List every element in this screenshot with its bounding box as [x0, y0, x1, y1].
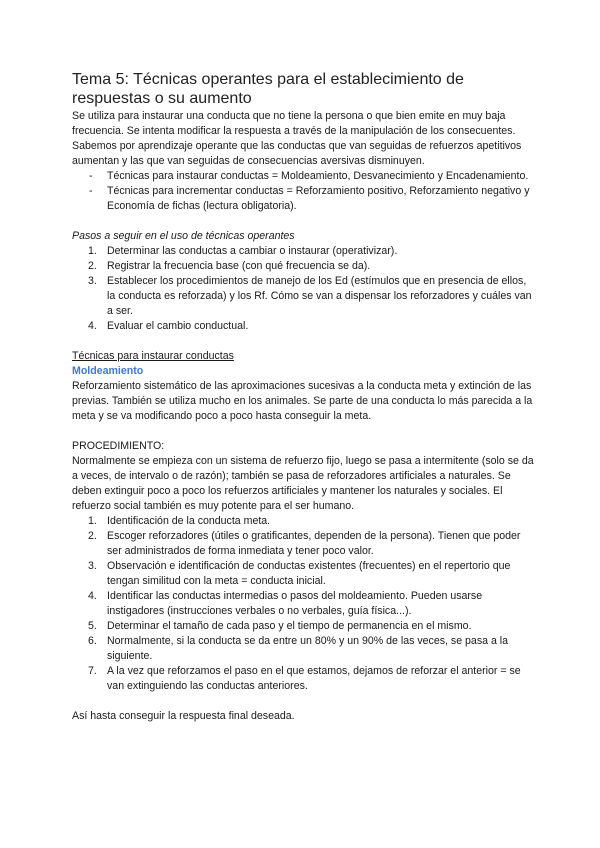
procedimiento-heading: PROCEDIMIENTO:: [72, 440, 165, 452]
intro-paragraph: Se utiliza para instaurar una conducta que no tiene la persona o que bien emite en muy baja frecuencia. Se intenta modificar la respuesta a través de la manipulación de los consecuentes. Sabemos por aprendizaje operante que las conductas que van seguidas de refuerzos apetitivos aumentan y las que van seguidas de consecuencias aversivas disminuyen.: [72, 110, 522, 167]
list-item: 3. Establecer los procedimientos de manejo de los Ed (estímulos que en presencia de ellos, la conducta es reforzada) y los Rf. Cómo se van a dispensar los reforzadores y cuáles van a ser.: [88, 275, 532, 317]
procedimiento-paragraph: Normalmente se empieza con un sistema de refuerzo fijo, luego se pasa a intermitente (solo se da a veces, de intervalo o de razón); también se pasa de reforzadores artificiales a naturales. Se deben extinguir poco a poco los refuerzos artificiales y mantener los naturales y sociales. El refuerzo social también es muy potente para el ser humano.: [72, 455, 534, 512]
list-item: 2. Escoger reforzadores (útiles o gratificantes, dependen de la persona). Tienen que poder ser administrados de forma inmediata y tener poco valor.: [88, 530, 521, 557]
list-item: 6. Normalmente, si la conducta se da entre un 80% y un 90% de las veces, se pasa a la siguiente.: [88, 635, 509, 662]
list-item: 3. Observación e identificación de conductas existentes (frecuentes) en el repertorio que tengan similitud con la meta = conducta inicial.: [88, 560, 511, 587]
list-item: 4. Evaluar el cambio conductual.: [88, 320, 249, 332]
bullet-marker: -: [89, 170, 93, 182]
moldeamiento-paragraph: Reforzamiento sistemático de las aproximaciones sucesivas a la conducta meta y extinción de las previas. También se utiliza mucho en los animales. Se parte de una conducta lo más parecida a la meta y se va modificando poco a poco hasta conseguir la meta.: [72, 380, 533, 422]
list-item: 1. Identificación de la conducta meta.: [88, 515, 271, 527]
list-item: 7. A la vez que reforzamos el paso en el que estamos, dejamos de reforzar el anterior = se van extinguiendo las conductas anteriores.: [88, 665, 521, 692]
list-item: 4. Identificar las conductas intermedias o pasos del moldeamiento. Pueden usarse instigadores (instrucciones verbales o no verbales, guía física...).: [88, 590, 483, 617]
list-item: 5. Determinar el tamaño de cada paso y el tiempo de permanencia en el mismo.: [88, 620, 472, 632]
section-heading-instaurar: Técnicas para instaurar conductas: [72, 350, 234, 362]
list-item: 1. Determinar las conductas a cambiar o instaurar (operativizar).: [88, 245, 398, 257]
bullet-item: - Técnicas para incrementar conductas = Reforzamiento positivo, Reforzamiento negativo y Economía de fichas (lectura obligatoria).: [89, 185, 530, 212]
bullet-marker: -: [89, 185, 93, 197]
list-item: 2. Registrar la frecuencia base (con qué frecuencia se da).: [88, 260, 371, 272]
bullet-item: - Técnicas para instaurar conductas = Moldeamiento, Desvanecimiento y Encadenamiento.: [89, 170, 529, 182]
document-page: [72, 70, 534, 724]
procedimiento-steps-list: [72, 514, 534, 694]
steps-list: [72, 244, 534, 334]
closing-paragraph: Así hasta conseguir la respuesta final deseada.: [72, 710, 295, 722]
subheading-moldeamiento: Moldeamiento: [72, 365, 144, 377]
steps-heading: Pasos a seguir en el uso de técnicas operantes: [72, 230, 295, 242]
technique-bullets: [72, 169, 534, 214]
page-title: Tema 5: Técnicas operantes para el establecimiento de respuestas o su aumento: [72, 71, 464, 107]
